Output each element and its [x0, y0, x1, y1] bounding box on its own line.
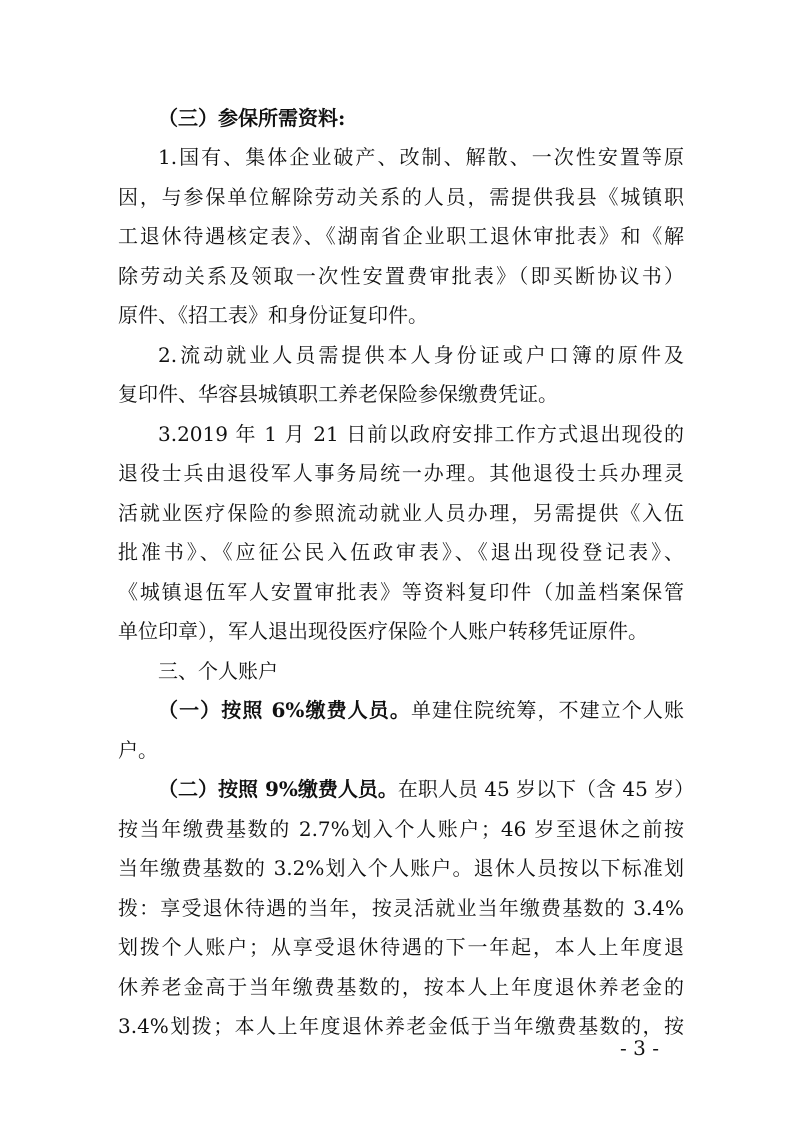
item-text: 在职人员 45 岁以下（含 45 岁） — [397, 777, 695, 801]
paragraph-line: 工退休待遇核定表》、《湖南省企业职工退休审批表》和《解 — [118, 224, 684, 248]
paragraph-line: 2.流动就业人员需提供本人身份证或户口簿的原件及 — [158, 343, 684, 367]
paragraph-line: 因，与参保单位解除劳动关系的人员，需提供我县《城镇职 — [118, 185, 684, 209]
section-heading-personal-account: 三、个人账户 — [158, 659, 278, 683]
paragraph-line: 休养老金高于当年缴费基数的，按本人上年度退休养老金的 — [118, 975, 684, 999]
paragraph-line — [158, 695, 684, 725]
paragraph-line: 1.国有、集体企业破产、改制、解散、一次性安置等原 — [158, 145, 684, 169]
item-text: 单建住院统筹，不建立个人账 — [410, 698, 684, 722]
paragraph-line: 原件、《招工表》和身份证复印件。 — [118, 303, 428, 327]
item-label: （一）按照 6%缴费人员。 — [158, 698, 411, 722]
section-heading-materials: （三）参保所需资料: — [158, 106, 346, 130]
item-label: （二）按照 9%缴费人员。 — [158, 777, 398, 801]
paragraph-line: 退役士兵由退役军人事务局统一办理。其他退役士兵办理灵 — [118, 461, 684, 485]
paragraph-line: 单位印章），军人退出现役医疗保险个人账户转移凭证原件。 — [118, 619, 648, 643]
paragraph-line: 除劳动关系及领取一次性安置费审批表》（即买断协议书） — [118, 264, 684, 288]
paragraph-line: 按当年缴费基数的 2.7%划入个人账户；46 岁至退休之前按 — [118, 817, 684, 841]
page-number: - 3 - — [620, 1036, 659, 1060]
paragraph-line: 拨：享受退休待遇的当年，按灵活就业当年缴费基数的 3.4% — [118, 896, 684, 920]
paragraph-line: 3.4%划拨；本人上年度退休养老金低于当年缴费基数的，按 — [118, 1014, 684, 1038]
paragraph-line: 划拨个人账户；从享受退休待遇的下一年起，本人上年度退 — [118, 935, 684, 959]
paragraph-line — [158, 774, 695, 804]
paragraph-line: 复印件、华容县城镇职工养老保险参保缴费凭证。 — [118, 382, 558, 406]
paragraph-line: 《城镇退伍军人安置审批表》等资料复印件（加盖档案保管 — [118, 580, 684, 604]
paragraph-line: 活就业医疗保险的参照流动就业人员办理，另需提供《入伍 — [118, 501, 684, 525]
paragraph-line: 当年缴费基数的 3.2%划入个人账户。退休人员按以下标准划 — [118, 856, 684, 880]
paragraph-line: 户。 — [118, 738, 158, 762]
paragraph-line: 批准书》、《应征公民入伍政审表》、《退出现役登记表》、 — [118, 540, 684, 564]
paragraph-line: 3.2019 年 1 月 21 日前以政府安排工作方式退出现役的 — [158, 422, 684, 446]
